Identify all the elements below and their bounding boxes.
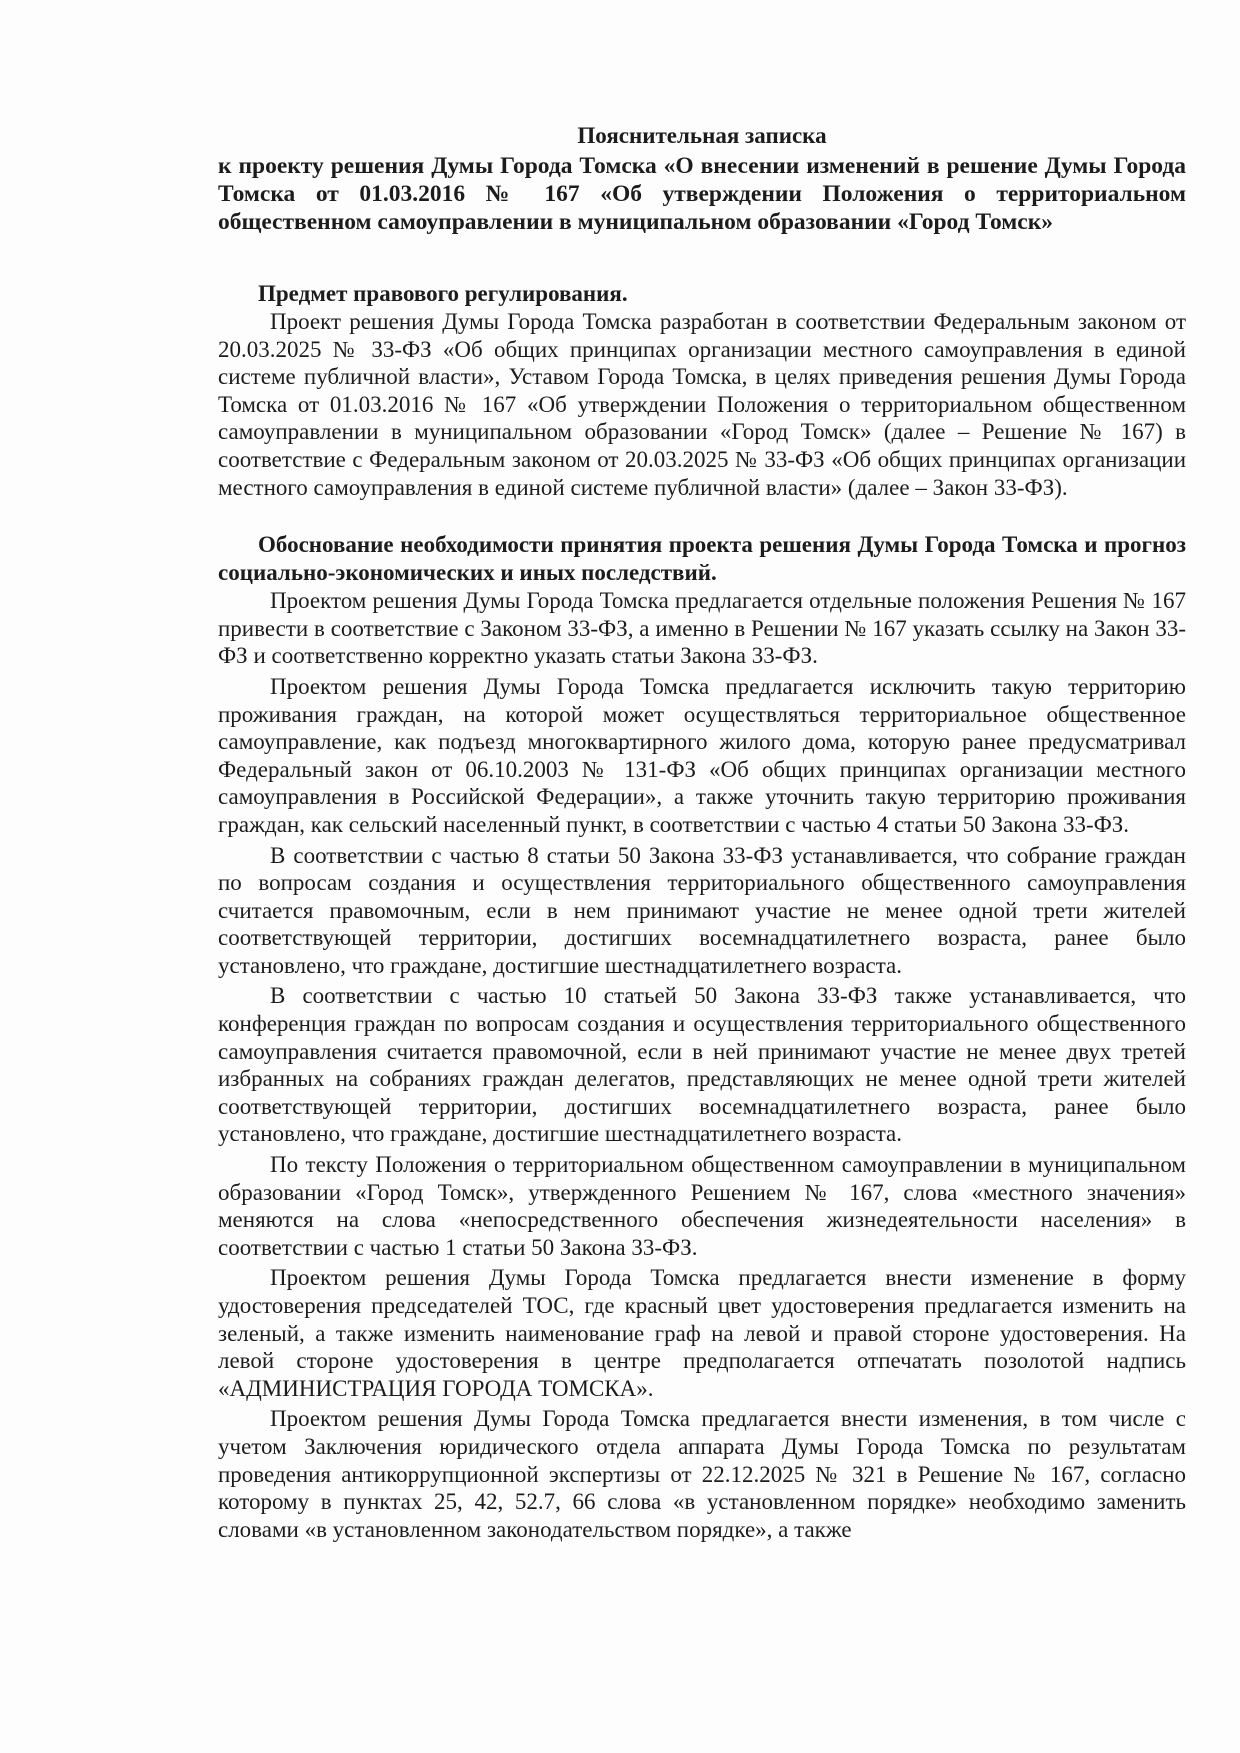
document-title: Пояснительная записка (577, 123, 827, 148)
paragraph: Проектом решения Думы Города Томска предлагается исключить такую территорию проживания граждан, на которой может осуществляться территориальное общественное самоуправление, как подъезд многоквартирного жилого дома, которую ранее предусматривал Федеральный закон от 06.10.2003 № 131-ФЗ «Об общих принципах организации местного самоуправления в Российской Федерации», а также уточнить такую территорию проживания граждан, как сельский населенный пункт, в соответствии с частью 4 статьи 50 Закона 33-ФЗ. (218, 673, 1186, 837)
section-heading-subject: Предмет правового регулирования. (258, 281, 628, 306)
paragraph: По тексту Положения о территориальном общественном самоуправлении в муниципальном образовании «Город Томск», утвержденного Решением № 167, слова «местного значения» меняются на слова «непосредственного обеспечения жизнедеятельности населения» в соответствии с частью 1 статьи 50 Закона 33-ФЗ. (218, 1152, 1186, 1260)
document-subtitle: к проекту решения Думы Города Томска «О внесении изменений в решение Думы Города Томска от 01.03.2016 № 167 «Об утверждении Положения о территориальном общественном самоуправлении в муниципальном образовании «Город Томск» (218, 153, 1186, 235)
document-body (218, 122, 1186, 1546)
paragraph: Проектом решения Думы Города Томска предлагается внести изменения, в том числе с учетом Заключения юридического отдела аппарата Думы Города Томска по результатам проведения антикоррупционной экспертизы от 22.12.2025 № 321 в Решение № 167, согласно которому в пунктах 25, 42, 52.7, 66 слова «в установленном порядке» необходимо заменить словами «в установленном законодательством порядке», а также (218, 1406, 1186, 1542)
paragraph: Проектом решения Думы Города Томска предлагается внести изменение в форму удостоверения председателей ТОС, где красный цвет удостоверения предлагается изменить на зеленый, а также изменить наименование граф на левой и правой стороне удостоверения. На левой стороне удостоверения в центре предполагается отпечатать позолотой надпись «АДМИНИСТРАЦИЯ ГОРОДА ТОМСКА». (218, 1265, 1186, 1401)
paragraph: В соответствии с частью 10 статьей 50 Закона 33-ФЗ также устанавливается, что конференция граждан по вопросам создания и осуществления территориального общественного самоуправления считается правомочной, если в ней принимают участие не менее двух третей избранных на собраниях граждан делегатов, представляющих не менее одной трети жителей соответствующей территории, достигших восемнадцатилетнего возраста, ранее было установлено, что граждане, достигшие шестнадцатилетнего возраста. (218, 983, 1186, 1147)
paragraph: Проектом решения Думы Города Томска предлагается отдельные положения Решения № 167 привести в соответствие с Законом 33-ФЗ, а именно в Решении № 167 указать ссылку на Закон 33-ФЗ и соответственно корректно указать статьи Закона 33-ФЗ. (218, 588, 1186, 669)
section-heading-justification: Обоснование необходимости принятия проекта решения Думы Города Томска и прогноз социально-экономических и иных последствий. (218, 532, 1186, 586)
paragraph: В соответствии с частью 8 статьи 50 Закона 33-ФЗ устанавливается, что собрание граждан по вопросам создания и осуществления территориального общественного самоуправления считается правомочным, если в нем принимают участие не менее одной трети жителей соответствующей территории, достигших восемнадцатилетнего возраста, ранее было установлено, что граждане, достигшие шестнадцатилетнего возраста. (218, 842, 1186, 978)
paragraph: Проект решения Думы Города Томска разработан в соответствии Федеральным законом от 20.03.2025 № 33-ФЗ «Об общих принципах организации местного самоуправления в единой системе публичной власти», Уставом Города Томска, в целях приведения решения Думы Города Томска от 01.03.2016 № 167 «Об утверждении Положения о территориальном общественном самоуправлении в муниципальном образовании «Город Томск» (далее – Решение № 167) в соответствие с Федеральным законом от 20.03.2025 № 33-ФЗ «Об общих принципах организации местного самоуправления в единой системе публичной власти» (далее – Закон 33-ФЗ). (218, 309, 1186, 500)
